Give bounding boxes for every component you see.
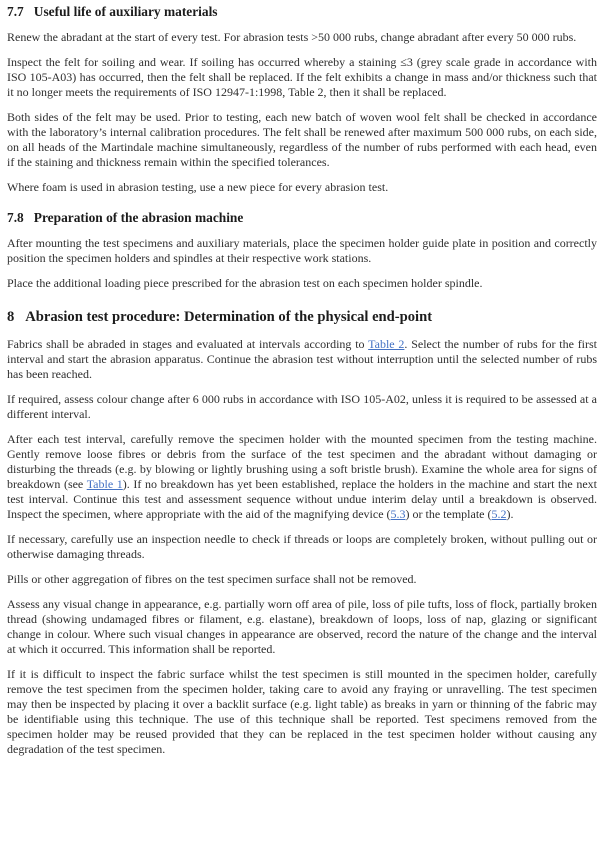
paragraph xyxy=(7,276,597,291)
paragraph xyxy=(7,180,597,195)
text-run: Pills or other aggregation of fibres on the test specimen surface shall not be removed. xyxy=(7,572,417,586)
cross-reference-link[interactable]: Table 2 xyxy=(368,337,405,351)
paragraph xyxy=(7,392,597,422)
paragraph xyxy=(7,532,597,562)
text-run: ) or the template ( xyxy=(405,507,492,521)
text-run: If it is difficult to inspect the fabric surface whilst the test specimen is still mounted in the specimen holder, carefully remove the test specimen from the specimen holder, taking care to avoid any fraying or unravelling. The test specimen may then be inspected by placing it over a backlit surface (e.g. light table) as breaks in yarn or thinning of the fabric may be identifiable using this technique. The use of this technique shall be reported. Test specimens removed from the specimen holder may be reused provided that they can be replaced in the test specimen holder without causing any degradation of the test specimen. xyxy=(7,667,597,756)
text-run: If required, assess colour change after 6 000 rubs in accordance with ISO 105-A02, unless it is required to be assessed at a different interval. xyxy=(7,392,597,421)
paragraph xyxy=(7,337,597,382)
section-number: 7.8 xyxy=(7,210,24,225)
paragraph xyxy=(7,30,597,45)
cross-reference-link[interactable]: 5.3 xyxy=(390,507,406,521)
text-run: ). If no breakdown has yet been established, replace the holders in the machine and start the next test interval. Continue this test and assessment sequence without undue interim delay until a breakdown is observed. Inspect the specimen, where appropriate with the aid of the magnifying device ( xyxy=(7,477,598,521)
text-run: Place the additional loading piece prescribed for the abrasion test on each specimen holder spindle. xyxy=(7,276,483,290)
paragraph xyxy=(7,667,597,757)
section-title: Useful life of auxiliary materials xyxy=(33,4,218,19)
text-run: ). xyxy=(506,507,514,521)
paragraph xyxy=(7,236,597,266)
paragraph xyxy=(7,110,597,170)
paragraph xyxy=(7,572,597,587)
paragraph xyxy=(7,55,597,100)
section-title: Preparation of the abrasion machine xyxy=(33,210,244,225)
section-heading xyxy=(7,4,597,20)
section-number: 7.7 xyxy=(7,4,24,19)
cross-reference-link[interactable]: 5.2 xyxy=(491,507,507,521)
text-run: Assess any visual change in appearance, e.g. partially worn off area of pile, loss of pile tufts, loss of flock, partially broken thread (showing undamaged fibres or filament, e.g. elastane), breakdown of loops, loss of nap, glazing or significant change in colour. Where such visual changes in appearance are observed, record the nature of the change and the interval at which it occurred. This information shall be reported. xyxy=(7,597,597,656)
paragraph xyxy=(7,597,597,657)
text-run: After mounting the test specimens and auxiliary materials, place the specimen holder guide plate in position and correctly position the specimen holders and spindles at their respective work stations. xyxy=(7,236,597,265)
text-run: Both sides of the felt may be used. Prior to testing, each new batch of woven wool felt shall be checked in accordance with the laboratory’s internal calibration procedures. The felt shall be renewed after maximum 500 000 rubs, on each side, on all heads of the Martindale machine simultaneously, regardless of the number of rubs performed with each head, even if the staining and thickness remain within the specified tolerances. xyxy=(7,110,597,169)
cross-reference-link[interactable]: Table 1 xyxy=(86,477,123,491)
text-run: Inspect the felt for soiling and wear. If soiling has occurred whereby a staining ≤3 (grey scale grade in accordance with ISO 105-A03) has occurred, then the felt shall be replaced. If the felt exhibits a change in mass and/or thickness such that it no longer meets the requirements of ISO 12947-1:1998, Table 2, then it shall be replaced. xyxy=(7,55,597,99)
text-run: Fabrics shall be abraded in stages and evaluated at intervals according to xyxy=(7,337,369,351)
text-run: After each test interval, carefully remove the specimen holder with the mounted specimen from the testing machine. Gently remove loose fibres or debris from the surface of the test specimen and the abradant without damaging or disturbing the threads (e.g. by blowing or lightly brushing using a soft bristle brush). Examine the whole area for signs of breakdown (see xyxy=(7,432,597,491)
text-run: Renew the abradant at the start of every test. For abrasion tests >50 000 rubs, change abradant after every 50 000 rubs. xyxy=(7,30,577,44)
text-run: If necessary, carefully use an inspection needle to check if threads or loops are completely broken, without pulling out or otherwise damaging threads. xyxy=(7,532,597,561)
text-run: Where foam is used in abrasion testing, use a new piece for every abrasion test. xyxy=(7,180,389,194)
section-heading xyxy=(7,308,597,326)
section-heading xyxy=(7,210,597,226)
text-run: . Select the number of rubs for the first interval and start the abrasion apparatus. Continue the abrasion test without interruption until the selected number of rubs has been reached. xyxy=(7,337,598,381)
section-title: Abrasion test procedure: Determination of the physical end-point xyxy=(25,309,433,325)
section-number: 8 xyxy=(7,309,15,325)
paragraph xyxy=(7,432,597,522)
